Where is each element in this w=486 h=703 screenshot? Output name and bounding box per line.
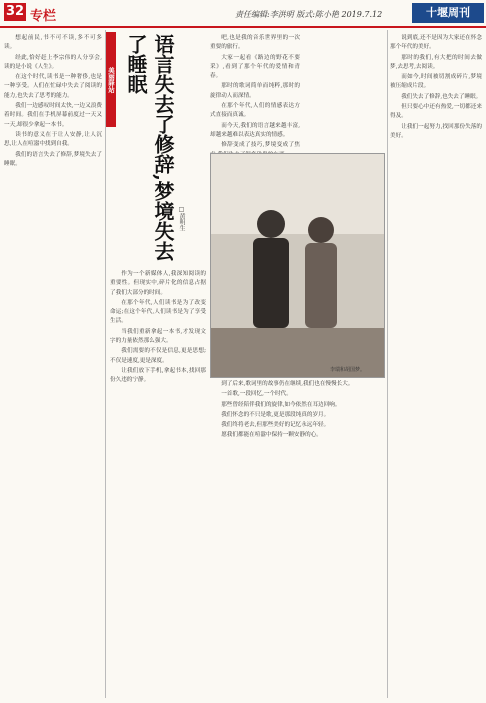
paragraph: 修辞变成了技巧,梦境变成了焦 [221, 142, 300, 149]
paragraph: 大家一起看《路边的野花不要采》,看到了那个年代的爱情和青春。 [210, 54, 300, 80]
column-divider [105, 30, 106, 698]
paragraph: 说到底,还不是因为大家还在怀念那个年代的美好。 [390, 35, 482, 51]
text-column-4 [210, 380, 385, 698]
paragraph: 我们终将老去,但那些美好的记忆永远年轻。 [221, 422, 330, 429]
paragraph: 而今天,我们的语言越来越丰富,却越来越难以表达真实的情感。 [210, 122, 300, 138]
paragraph: 我们需要的不仅是信息,更是思想;不仅是速度,更是深度。 [110, 348, 206, 364]
paragraph: 一首歌,一段回忆,一个时代。 [221, 391, 292, 398]
paragraph: 在那个年代,人们读书是为了改变命运;在这个年代,人们读书是为了享受生活。 [110, 299, 206, 325]
text-column-2 [110, 270, 206, 698]
paragraph: 我们怀念的不只是歌,更是那段纯真的岁月。 [221, 411, 330, 418]
text-column-3b [305, 34, 385, 149]
paragraph: 在这个时代,读书是一种奢侈,也是一种享受。人们在忙碌中失去了阅读的能力,也失去了思考的能力。 [4, 74, 102, 99]
editor-info: 责任编辑:李洪明 版式:陈小艳 2019.7.12 [235, 10, 383, 19]
article-title: 语言失去了修辞,梦境失去了睡眠 [124, 34, 175, 261]
text-column-1 [4, 34, 102, 698]
paragraph: 而如今,时间被切割成碎片,梦境被压缩成片段。 [390, 74, 482, 90]
paragraph: 让我们一起努力,找回那份失落的美好。 [390, 123, 482, 139]
paragraph: 在那个年代,人们的情感表达方式直接而真诚。 [210, 103, 300, 119]
column-divider [387, 30, 388, 698]
paragraph: 那些曾经陪伴我们的旋律,如今依然在耳边回响。 [221, 401, 341, 408]
paragraph: 当我们重新拿起一本书,才发现文字的力量依然那么强大。 [110, 328, 206, 345]
paragraph: 那时的我们,有大把的时间去做梦,去思考,去阅读。 [390, 54, 482, 70]
photo-illustration [211, 154, 384, 377]
paragraph: 经此,恰好赶上李宗伟的人分享会,读的是小说《人生》。 [4, 54, 102, 70]
byline: □黄明生 [178, 206, 185, 231]
paragraph: 吧,也是我的音乐世界里的一次重要的旅行。 [210, 35, 300, 51]
paragraph: 到了后来,歌词里的故事仍在继续,我们也在慢慢长大。 [221, 381, 354, 387]
paragraph: 那时的歌词简单而纯粹,那时的旋律动人而深情。 [210, 83, 300, 99]
paragraph: 读书的意义在于让人安静,让人沉思,让人在喧嚣中找到自我。 [4, 131, 102, 148]
text-column-3 [210, 34, 300, 149]
paragraph: 想起前民,书不可不读,多不可多读。 [4, 35, 102, 51]
paragraph: 但只要心中还有热爱,一切都还来得及。 [390, 104, 482, 120]
section-title: 专栏 [30, 9, 57, 24]
paragraph: 让我们放下手机,拿起书本,找回那份久违的宁静。 [110, 367, 206, 384]
page-header [0, 0, 486, 28]
column-tag: 美丽驿站 [106, 32, 116, 127]
paragraph: 我们一边感叹时间太快,一边又浪费着时间。我们在手机屏幕前度过一天又一天,却很少拿起一本书。 [4, 103, 102, 128]
paragraph: 我们失去了修辞,也失去了睡眠。 [401, 93, 482, 100]
text-column-5 [390, 34, 482, 698]
publication-brand: 十堰周刊 [412, 3, 484, 23]
paragraph: 作为一个新媒体人,我深知阅读的重要性。但现实中,碎片化的信息占据了我们大部分的时间。 [110, 271, 206, 296]
photo-caption: 李瑞和胡国梦。 [330, 367, 366, 373]
paragraph: 我们的语言失去了修辞,梦境失去了睡眠。 [4, 151, 102, 167]
article-photo [210, 153, 385, 378]
page-number: 32 [5, 4, 25, 19]
paragraph: 愿我们都能在喧嚣中保持一颗安静的心。 [221, 432, 322, 439]
